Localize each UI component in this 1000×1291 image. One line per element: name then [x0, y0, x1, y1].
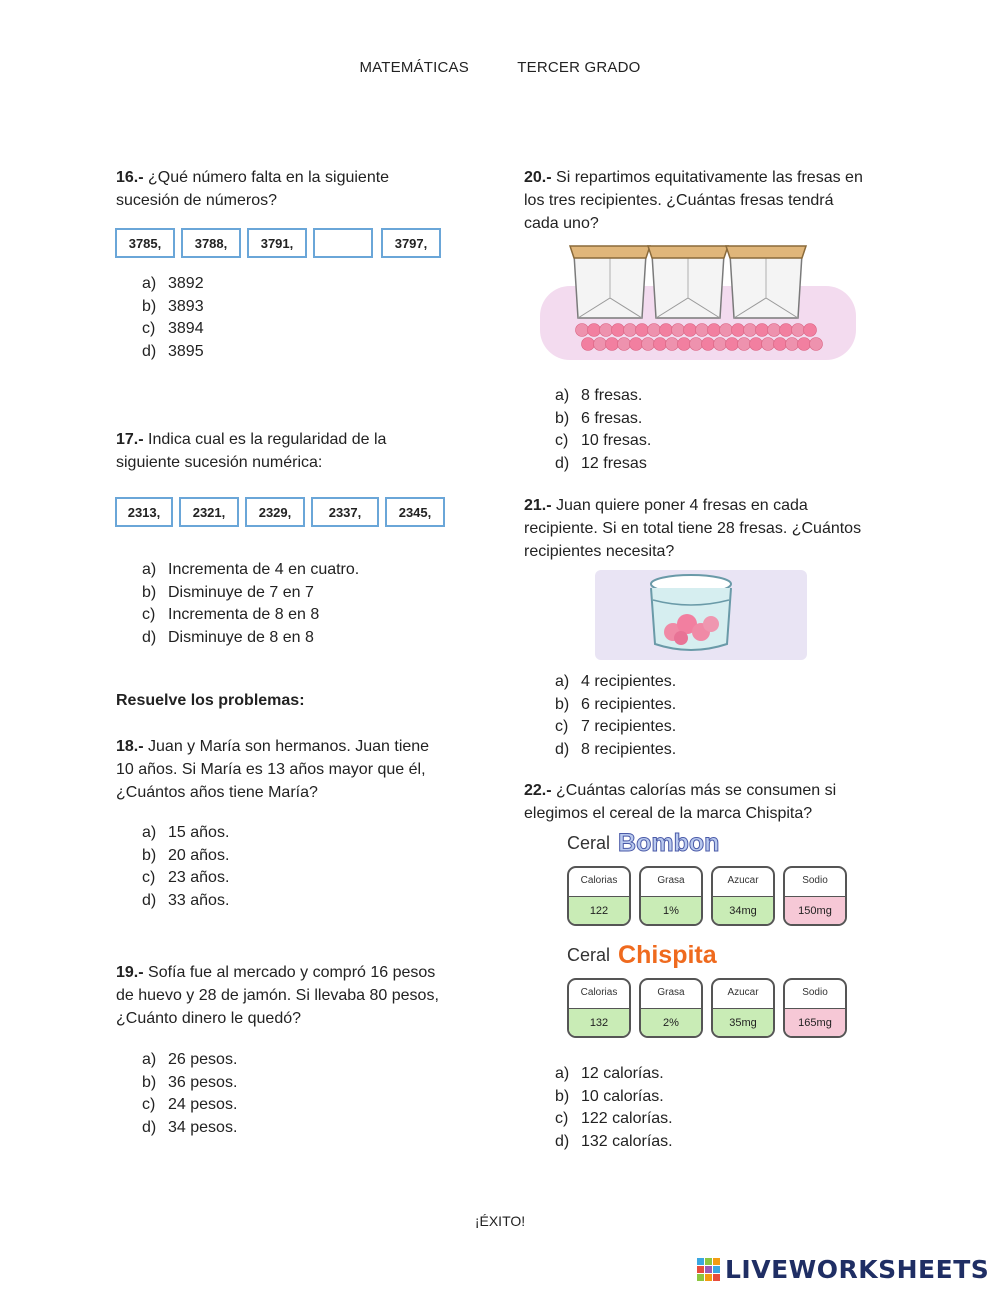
chispita-nutrition-panel [567, 978, 847, 1038]
strawberry [774, 338, 787, 351]
strawberry [810, 338, 823, 351]
brand-bombon: Bombon [618, 829, 720, 857]
containers-strawberries-illustration [540, 238, 856, 364]
q17-text: Indica cual es la regularidad de la [148, 431, 387, 448]
container-3 [726, 246, 806, 318]
strawberry [606, 338, 619, 351]
section-title: Resuelve los problemas: [116, 692, 305, 709]
q18-option-d[interactable]: d) 33 años. [142, 891, 230, 909]
q22-line1: ¿Cuántas calorías más se consumen si [556, 782, 837, 799]
q20-line3: cada uno? [524, 215, 599, 232]
q16-text2: sucesión de números? [116, 192, 277, 209]
q19-option-b[interactable]: b) 36 pesos. [142, 1073, 238, 1091]
strawberry [750, 338, 763, 351]
nutrient-can-calories: Calorias 132 [567, 978, 631, 1038]
strawberry [672, 324, 685, 337]
q21-option-b[interactable]: b) 6 recipientes. [555, 695, 677, 713]
nutrient-can-sugar: Azucar 35mg [711, 978, 775, 1038]
q17-option-c[interactable]: c) Incrementa de 8 en 8 [142, 606, 320, 623]
question-20 [524, 166, 863, 235]
q19-option-d[interactable]: d) 34 pesos. [142, 1118, 238, 1136]
strawberry [684, 324, 697, 337]
q18-option-b[interactable]: b) 20 años. [142, 846, 230, 864]
q21-number: 21.- [524, 497, 552, 514]
page-header [0, 59, 1000, 76]
strawberry [696, 324, 709, 337]
strawberry [576, 324, 589, 337]
q22-option-d[interactable]: d) 132 calorías. [555, 1132, 673, 1150]
q22-number: 22.- [524, 782, 552, 799]
q19-number: 19.- [116, 964, 144, 981]
strawberry [714, 338, 727, 351]
q17-option-a[interactable]: a) Incrementa de 4 en cuatro. [142, 561, 360, 578]
q17-seq-box: 2345, [385, 497, 445, 527]
strawberry [786, 338, 799, 351]
q21-option-d[interactable]: d) 8 recipientes. [555, 740, 677, 758]
nutrient-can-fat: Grasa 1% [639, 866, 703, 926]
strawberry [738, 338, 751, 351]
q21-option-a[interactable]: a) 4 recipientes. [555, 673, 677, 690]
q16-option-a[interactable]: a) 3892 [142, 275, 204, 292]
q19-option-a[interactable]: a) 26 pesos. [142, 1051, 238, 1068]
q17-option-d[interactable]: d) Disminuye de 8 en 8 [142, 628, 314, 646]
q16-missing-number-input[interactable] [313, 228, 373, 258]
q17-text2: siguiente sucesión numérica: [116, 454, 323, 471]
question-22 [524, 779, 836, 825]
strawberry [798, 338, 811, 351]
strawberry [654, 338, 667, 351]
q20-options [555, 385, 651, 475]
strawberry [690, 338, 703, 351]
q21-options [555, 671, 676, 761]
q18-line2: 10 años. Si María es 13 años mayor que él, [116, 761, 426, 778]
q21-line2: recipiente. Si en total tiene 28 fresas. ¿Cuántos [524, 520, 862, 537]
question-19 [116, 961, 439, 1030]
q18-option-a[interactable]: a) 15 años. [142, 824, 230, 841]
q18-options [142, 822, 229, 912]
question-17 [116, 428, 386, 474]
q16-text: ¿Qué número falta en la siguiente [148, 169, 390, 186]
single-container-illustration [595, 566, 807, 664]
liveworksheets-logo[interactable] [697, 1255, 989, 1284]
strawberry [594, 338, 607, 351]
q21-option-c[interactable]: c) 7 recipientes. [555, 718, 677, 735]
q20-number: 20.- [524, 169, 552, 186]
q19-option-c[interactable]: c) 24 pesos. [142, 1096, 238, 1113]
q20-option-b[interactable]: b) 6 fresas. [555, 409, 643, 427]
q18-line1: Juan y María son hermanos. Juan tiene [148, 738, 430, 755]
q17-seq-box: 2337, [311, 497, 379, 527]
strawberry [660, 324, 673, 337]
bombon-title [567, 829, 719, 858]
bombon-nutrition-panel [567, 866, 847, 926]
strawberry [642, 338, 655, 351]
liveworksheets-logo-icon [697, 1258, 721, 1282]
strawberry [720, 324, 733, 337]
strawberry [726, 338, 739, 351]
nutrient-can-sodium: Sodio 165mg [783, 978, 847, 1038]
q21-line1: Juan quiere poner 4 fresas en cada [556, 497, 808, 514]
q20-option-a[interactable]: a) 8 fresas. [555, 387, 643, 404]
strawberry [666, 338, 679, 351]
q16-seq-box: 3785, [115, 228, 175, 258]
logo-text: LIVEWORKSHEETS [725, 1255, 990, 1284]
strawberry [624, 324, 637, 337]
q17-seq-box: 2313, [115, 497, 173, 527]
q20-line1: Si repartimos equitativamente las fresas en [556, 169, 863, 186]
question-21 [524, 494, 861, 563]
strawberry [630, 338, 643, 351]
q16-option-d[interactable]: d) 3895 [142, 342, 204, 360]
q16-sequence [115, 228, 441, 258]
strawberry [612, 324, 625, 337]
q21-line3: recipientes necesita? [524, 543, 675, 560]
q22-line2: elegimos el cereal de la marca Chispita? [524, 805, 813, 822]
strawberry [804, 324, 817, 337]
q17-options [142, 559, 359, 649]
q19-line3: ¿Cuánto dinero le quedó? [116, 1010, 302, 1027]
strawberry [588, 324, 601, 337]
strawberry [702, 338, 715, 351]
strawberry [756, 324, 769, 337]
q16-options [142, 273, 204, 363]
strawberry [678, 338, 691, 351]
q19-options [142, 1049, 237, 1139]
q20-option-d[interactable]: d) 12 fresas [555, 454, 647, 472]
q17-number: 17.- [116, 431, 144, 448]
container-2 [648, 246, 728, 318]
q16-option-c[interactable]: c) 3894 [142, 320, 204, 337]
strawberry [600, 324, 613, 337]
q17-seq-box: 2321, [179, 497, 239, 527]
q16-option-b[interactable]: b) 3893 [142, 297, 204, 315]
q20-option-c[interactable]: c) 10 fresas. [555, 432, 652, 449]
nutrient-can-fat: Grasa 2% [639, 978, 703, 1038]
strawberry [732, 324, 745, 337]
strawberry [792, 324, 805, 337]
strawberry [708, 324, 721, 337]
q16-seq-box: 3797, [381, 228, 441, 258]
nutrient-can-sugar: Azucar 34mg [711, 866, 775, 926]
q16-number: 16.- [116, 169, 144, 186]
chispita-title [567, 941, 717, 970]
strawberry [618, 338, 631, 351]
q17-sequence [115, 497, 445, 527]
strawberry [582, 338, 595, 351]
container-1 [570, 246, 650, 318]
q18-option-c[interactable]: c) 23 años. [142, 869, 230, 886]
q22-option-b[interactable]: b) 10 calorías. [555, 1087, 664, 1105]
strawberry [744, 324, 757, 337]
brand-chispita: Chispita [618, 941, 717, 969]
grade-label: TERCER GRADO [517, 59, 641, 76]
cereal-label: Ceral [567, 833, 611, 853]
strawberry [636, 324, 649, 337]
cereal-label: Ceral [567, 945, 611, 965]
q16-seq-box: 3791, [247, 228, 307, 258]
nutrient-can-calories: Calorias 122 [567, 866, 631, 926]
nutrient-can-sodium: Sodio 150mg [783, 866, 847, 926]
q18-line3: ¿Cuántos años tiene María? [116, 784, 318, 801]
q17-seq-box: 2329, [245, 497, 305, 527]
q18-number: 18.- [116, 738, 144, 755]
strawberry [648, 324, 661, 337]
footer-text: ¡ÉXITO! [474, 1213, 526, 1229]
q17-option-b[interactable]: b) Disminuye de 7 en 7 [142, 583, 314, 601]
q19-line2: de huevo y 28 de jamón. Si llevaba 80 pesos, [116, 987, 439, 1004]
q16-seq-box: 3788, [181, 228, 241, 258]
strawberry [768, 324, 781, 337]
strawberry [762, 338, 775, 351]
strawberry [780, 324, 793, 337]
q22-option-a[interactable]: a) 12 calorías. [555, 1065, 664, 1082]
q22-options [555, 1063, 673, 1153]
q20-line2: los tres recipientes. ¿Cuántas fresas tendrá [524, 192, 834, 209]
question-16 [116, 166, 389, 212]
q22-option-c[interactable]: c) 122 calorías. [555, 1110, 673, 1127]
question-18 [116, 735, 429, 804]
subject-label: MATEMÁTICAS [359, 59, 469, 76]
q19-line1: Sofía fue al mercado y compró 16 pesos [148, 964, 436, 981]
